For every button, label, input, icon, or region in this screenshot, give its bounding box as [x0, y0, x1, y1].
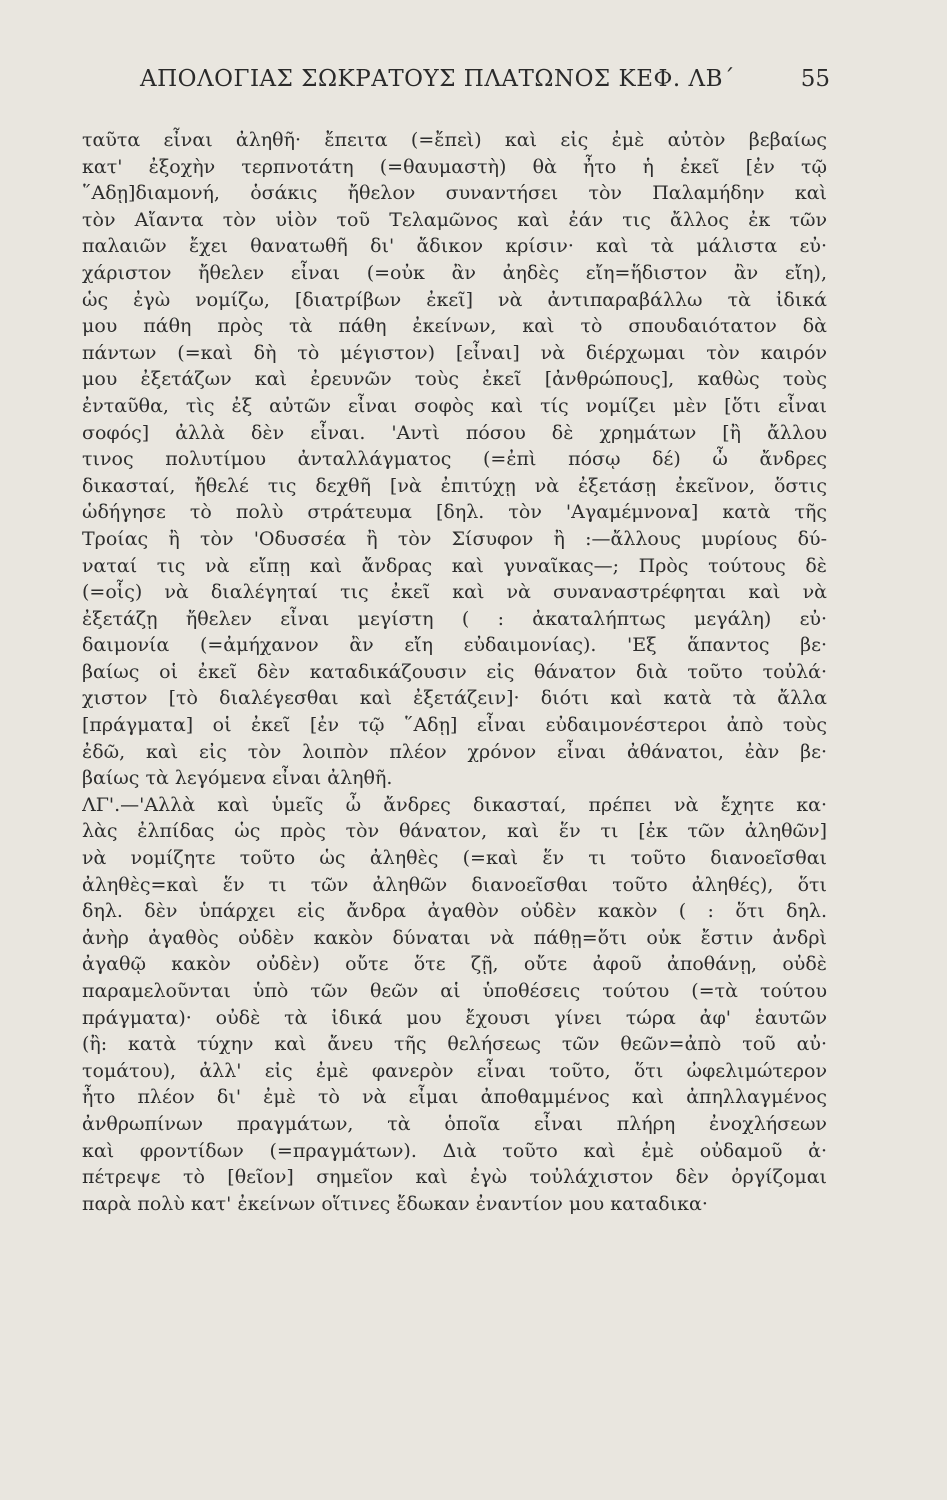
text-line: ναταί τις νὰ εἴπῃ καὶ ἄνδρας καὶ γυναῖκας—; Πρὸς τούτους δὲ: [82, 554, 827, 577]
text-line: ὡδήγησε τὸ πολὺ στράτευμα [δηλ. τὸν 'Αγαμέμνονα] κατὰ τῆς: [82, 501, 827, 524]
text-line: βαίως τὰ λεγόμενα εἶναι ἀληθῆ.: [82, 767, 393, 790]
page-header: [140, 66, 830, 106]
text-line: σοφός] ἀλλὰ δὲν εἶναι. 'Αντὶ πόσου δὲ χρημάτων [ἢ ἄλλου: [82, 421, 827, 444]
text-line: τὸν Αἴαντα τὸν υἱὸν τοῦ Τελαμῶνος καὶ ἐάν τις ἄλλος ἐκ τῶν: [82, 208, 827, 231]
text-line: τομάτου), ἀλλ' εἰς ἐμὲ φανερὸν εἶναι τοῦτο, ὅτι ὠφελιμώτερον: [82, 1059, 827, 1082]
text-line: ἦτο πλέον δι' ἐμὲ τὸ νὰ εἶμαι ἀποθαμμένος καὶ ἀπηλλαγμένος: [82, 1086, 827, 1109]
text-line: ἐδῶ, καὶ εἰς τὸν λοιπὸν πλέον χρόνον εἶναι ἀθάνατοι, ἐὰν βε·: [82, 740, 827, 763]
text-line: παραμελοῦνται ὑπὸ τῶν θεῶν αἱ ὑποθέσεις τούτου (=τὰ τούτου: [82, 980, 827, 1002]
text-line: κατ' ἐξοχὴν τερπνοτάτη (=θαυμαστὴ) θὰ ἦτο ἡ ἐκεῖ [ἐν τῷ: [82, 155, 827, 178]
text-line: δαιμονία (=ἀμήχανον ἂν εἴη εὐδαιμονίας). 'Εξ ἅπαντος βε·: [82, 634, 827, 657]
text-line: (=οἷς) νὰ διαλέγηταί τις ἐκεῖ καὶ νὰ συναναστρέφηται καὶ νὰ: [82, 581, 827, 604]
text-line: πράγματα)· οὐδὲ τὰ ἰδικά μου ἔχουσι γίνει τώρα ἀφ' ἑαυτῶν: [82, 1006, 827, 1029]
text-line: ἐνταῦθα, τὶς ἐξ αὐτῶν εἶναι σοφὸς καὶ τίς νομίζει μὲν [ὅτι εἶναι: [82, 394, 827, 417]
text-line: ταῦτα εἶναι ἀληθῆ· ἔπειτα (=ἔπεὶ) καὶ εἰς ἐμὲ αὐτὸν βεβαίως: [82, 129, 827, 151]
text-line: λὰς ἐλπίδας ὡς πρὸς τὸν θάνατον, καὶ ἕν τι [ἐκ τῶν ἀληθῶν]: [82, 820, 827, 843]
text-body: [82, 127, 827, 1217]
text-line: δικασταί, ἤθελέ τις δεχθῆ [νὰ ἐπιτύχῃ νὰ ἐξετάσῃ ἐκεῖνον, ὅστις: [82, 474, 827, 497]
text-line: ἀνὴρ ἀγαθὸς οὐδὲν κακὸν δύναται νὰ πάθῃ=ὅτι οὐκ ἔστιν ἀνδρὶ: [82, 926, 827, 949]
text-line: παλαιῶν ἔχει θανατωθῆ δι' ἄδικον κρίσιν· καὶ τὰ μάλιστα εὐ·: [82, 235, 827, 258]
text-line: (ἢ: κατὰ τύχην καὶ ἄνευ τῆς θελήσεως τῶν θεῶν=ἀπὸ τοῦ αὐ·: [82, 1033, 827, 1056]
text-line: ἀγαθῷ κακὸν οὐδὲν) οὔτε ὅτε ζῇ, οὔτε ἀφοῦ ἀποθάνῃ, οὐδὲ: [82, 953, 827, 976]
text-line: παρὰ πολὺ κατ' ἐκείνων οἵτινες ἔδωκαν ἐναντίον μου καταδικα·: [82, 1192, 708, 1215]
text-line: ὡς ἐγὼ νομίζω, [διατρίβων ἐκεῖ] νὰ ἀντιπαραβάλλω τὰ ἰδικά: [82, 288, 827, 311]
text-line: [πράγματα] οἱ ἐκεῖ [ἐν τῷ ῞Αδῃ] εἶναι εὐδαιμονέστεροι ἀπὸ τοὺς: [82, 714, 827, 737]
text-line: ἀνθρωπίνων πραγμάτων, τὰ ὁποῖα εἶναι πλήρη ἐνοχλήσεων: [82, 1112, 827, 1135]
text-line: μου πάθη πρὸς τὰ πάθη ἐκείνων, καὶ τὸ σπουδαιότατον δὰ: [82, 315, 827, 338]
text-line: δηλ. δὲν ὑπάρχει εἰς ἄνδρα ἀγαθὸν οὐδὲν κακὸν ( : ὅτι δηλ.: [82, 900, 827, 923]
running-title: ΑΠΟΛΟΓΙΑΣ ΣΩΚΡΑΤΟΥΣ ΠΛΑΤΩΝΟΣ ΚΕΦ. ΛΒ΄: [140, 66, 735, 92]
text-line: νὰ νομίζητε τοῦτο ὡς ἀληθὲς (=καὶ ἕν τι τοῦτο διανοεῖσθαι: [82, 847, 827, 870]
page-number: 55: [800, 66, 830, 92]
text-line: χιστον [τὸ διαλέγεσθαι καὶ ἐξετάζειν]· διότι καὶ κατὰ τὰ ἄλλα: [82, 687, 827, 710]
text-line: πέτρεψε τὸ [θεῖον] σημεῖον καὶ ἐγὼ τοὐλάχιστον δὲν ὀργίζομαι: [82, 1166, 827, 1189]
text-line: τινος πολυτίμου ἀνταλλάγματος (=ἐπὶ πόσῳ δέ) ὦ ἄνδρες: [82, 448, 827, 471]
text-line: ΛΓ'.—'Αλλὰ καὶ ὑμεῖς ὦ ἄνδρες δικασταί, πρέπει νὰ ἔχητε κα·: [82, 793, 827, 816]
text-line: Τροίας ἢ τὸν 'Οδυσσέα ἢ τὸν Σίσυφον ἢ :—ἄλλους μυρίους δύ-: [82, 527, 827, 550]
text-line: βαίως οἱ ἐκεῖ δὲν καταδικάζουσιν εἰς θάνατον διὰ τοῦτο τοὐλά·: [82, 660, 827, 683]
text-line: ἀληθὲς=καὶ ἕν τι τῶν ἀληθῶν διανοεῖσθαι τοῦτο ἀληθές), ὅτι: [82, 873, 827, 896]
text-line: πάντων (=καὶ δὴ τὸ μέγιστον) [εἶναι] νὰ διέρχωμαι τὸν καιρόν: [82, 341, 827, 364]
text-line: μου ἐξετάζων καὶ ἐρευνῶν τοὺς ἐκεῖ [ἀνθρώπους], καθὼς τοὺς: [82, 368, 827, 391]
text-line: χάριστον ἤθελεν εἶναι (=οὐκ ἂν ἀηδὲς εἴη=ἥδιστον ἂν εἴη),: [82, 261, 827, 284]
text-line: ἐξετάζῃ ἤθελεν εἶναι μεγίστη ( : ἀκαταλήπτως μεγάλη) εὐ·: [82, 607, 827, 630]
text-line: ῞Αδῃ]διαμονή, ὁσάκις ἤθελον συναντήσει τὸν Παλαμήδην καὶ: [82, 182, 827, 205]
text-line: καὶ φροντίδων (=πραγμάτων). Διὰ τοῦτο καὶ ἐμὲ οὐδαμοῦ ἀ·: [82, 1139, 827, 1162]
